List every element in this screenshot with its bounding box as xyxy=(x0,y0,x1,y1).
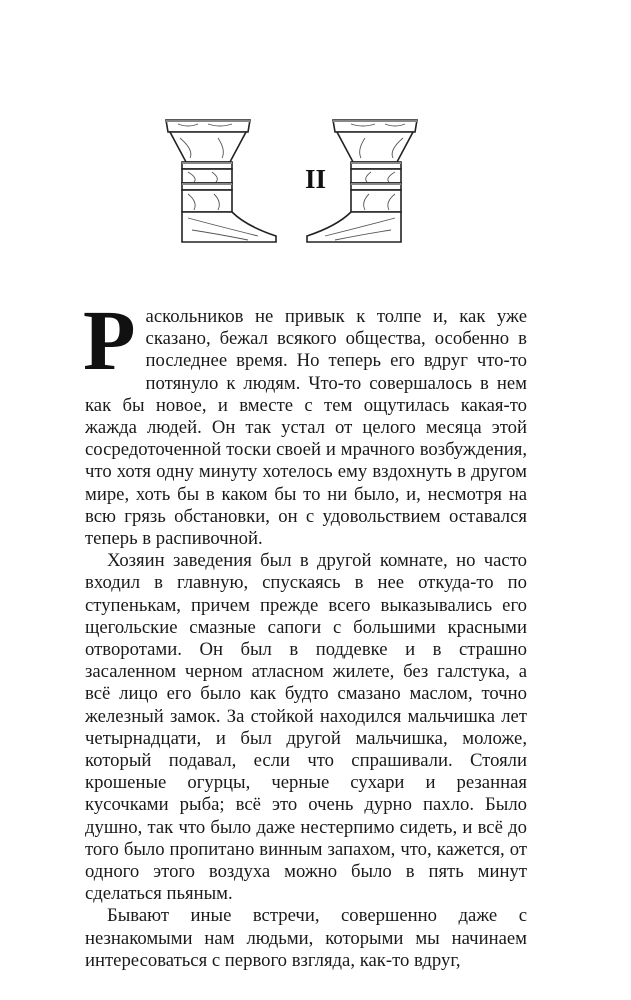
chapter-number: II xyxy=(304,164,326,194)
chapter-header xyxy=(0,110,631,260)
boot-ornament-right-icon xyxy=(305,110,425,250)
chapter-text xyxy=(83,292,527,972)
paragraph-2: Хозяин заведения был в другой комнате, но часто входил в главную, спускаясь в нее откуда-то по ступенькам, причем прежде всего выказывались его щегольские смазные сапоги с большими красными отворотами. Он был в поддевке и в страшно засаленном черном атласном жилете, без галстука, а всё лицо его было как будто смазано маслом, точно железный замок. За стойкой находился мальчишка лет четырнадцати, и был другой мальчишка, моложе, который подавал, если что спрашивали. Стояли крошеные огурцы, черные сухари и резанная кусочками рыба; всё это очень дурно пахло. Было душно, так что было даже нестерпимо сидеть, и всё до того было пропитано винным запахом, что, кажется, от одного этого воздуха можно было в пять минут сделаться пьяным. xyxy=(85,550,527,905)
paragraph-1-text: аскольников не привык к толпе и, как уже сказано, бежал всякого общества, особенно в последнее время. Но теперь его вдруг что-то потянуло к людям. Что-то совершалось в нем как бы новое, и вместе с тем ощутилась какая-то жажда людей. Он так устал от целого месяца этой сосредоточенной тоски своей и мрачного возбуждения, что хотя одну минуту хотелось ему вздохнуть в другом мире, хоть бы в каком бы то ни было, и, несмотря на всю грязь обстановки, он с удовольствием оставался теперь в распивочной. xyxy=(85,306,527,550)
paragraph-1 xyxy=(83,292,527,550)
paragraph-3: Бывают иные встречи, совершенно даже с незнакомыми нам людьми, которыми мы начинаем интересоваться с первого взгляда, как-то вдруг, xyxy=(85,905,527,971)
drop-cap: Р xyxy=(83,292,136,388)
